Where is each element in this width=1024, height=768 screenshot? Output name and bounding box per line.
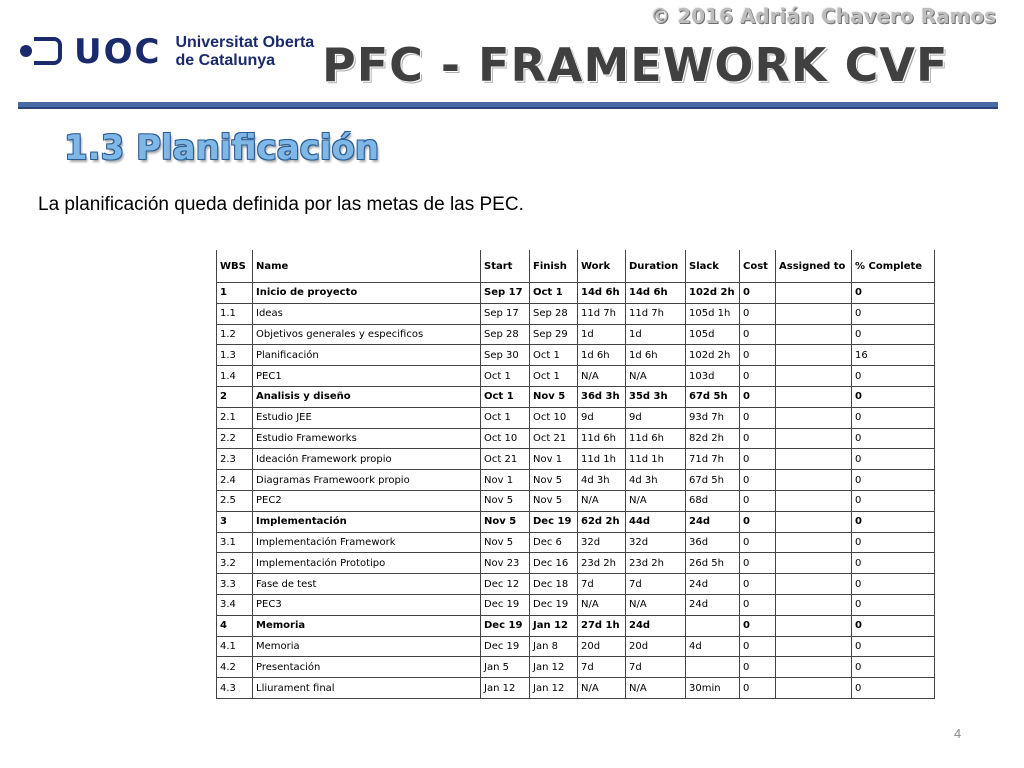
cell-complete: 0 xyxy=(852,324,935,345)
cell-assigned xyxy=(776,283,852,304)
column-header: Work xyxy=(578,250,626,283)
cell-start: Dec 19 xyxy=(481,636,530,657)
cell-complete: 0 xyxy=(852,470,935,491)
cell-name: Ideas xyxy=(253,303,481,324)
cell-complete: 0 xyxy=(852,511,935,532)
cell-finish: Dec 6 xyxy=(530,532,578,553)
cell-name: Planificación xyxy=(253,345,481,366)
cell-wbs: 3.1 xyxy=(217,532,253,553)
planning-table xyxy=(216,250,935,699)
cell-wbs: 3.4 xyxy=(217,594,253,615)
cell-complete: 16 xyxy=(852,345,935,366)
cell-work: N/A xyxy=(578,490,626,511)
cell-cost: 0 xyxy=(740,511,776,532)
cell-work: 32d xyxy=(578,532,626,553)
cell-wbs: 2.1 xyxy=(217,407,253,428)
cell-wbs: 4.1 xyxy=(217,636,253,657)
table-row xyxy=(217,324,935,345)
table-row xyxy=(217,428,935,449)
cell-assigned xyxy=(776,407,852,428)
cell-start: Nov 5 xyxy=(481,532,530,553)
cell-duration: 7d xyxy=(626,657,686,678)
cell-start: Nov 23 xyxy=(481,553,530,574)
cell-cost: 0 xyxy=(740,490,776,511)
cell-finish: Jan 8 xyxy=(530,636,578,657)
cell-wbs: 4.2 xyxy=(217,657,253,678)
cell-assigned xyxy=(776,324,852,345)
cell-wbs: 4.3 xyxy=(217,678,253,699)
table-row xyxy=(217,345,935,366)
table-row xyxy=(217,594,935,615)
cell-finish: Dec 19 xyxy=(530,511,578,532)
cell-complete: 0 xyxy=(852,449,935,470)
cell-duration: 1d 6h xyxy=(626,345,686,366)
cell-start: Sep 30 xyxy=(481,345,530,366)
cell-assigned xyxy=(776,470,852,491)
cell-duration: N/A xyxy=(626,594,686,615)
cell-duration: 9d xyxy=(626,407,686,428)
cell-start: Dec 12 xyxy=(481,574,530,595)
cell-name: Objetivos generales y especificos xyxy=(253,324,481,345)
cell-work: 14d 6h xyxy=(578,283,626,304)
cell-finish: Dec 19 xyxy=(530,594,578,615)
cell-assigned xyxy=(776,449,852,470)
cell-name: Presentación xyxy=(253,657,481,678)
cell-duration: 11d 1h xyxy=(626,449,686,470)
cell-finish: Jan 12 xyxy=(530,615,578,636)
cell-assigned xyxy=(776,511,852,532)
cell-start: Nov 5 xyxy=(481,490,530,511)
cell-name: Memoria xyxy=(253,636,481,657)
cell-start: Sep 17 xyxy=(481,283,530,304)
cell-wbs: 3.2 xyxy=(217,553,253,574)
table-row xyxy=(217,283,935,304)
cell-slack: 24d xyxy=(686,511,740,532)
cell-assigned xyxy=(776,490,852,511)
title-divider xyxy=(18,102,998,109)
cell-wbs: 1.2 xyxy=(217,324,253,345)
cell-duration: 23d 2h xyxy=(626,553,686,574)
cell-work: 11d 7h xyxy=(578,303,626,324)
cell-duration: 7d xyxy=(626,574,686,595)
cell-name: Estudio Frameworks xyxy=(253,428,481,449)
cell-name: Diagramas Framewoork propio xyxy=(253,470,481,491)
cell-complete: 0 xyxy=(852,615,935,636)
cell-assigned xyxy=(776,574,852,595)
cell-complete: 0 xyxy=(852,657,935,678)
cell-cost: 0 xyxy=(740,532,776,553)
cell-duration: N/A xyxy=(626,490,686,511)
uoc-logo xyxy=(20,30,314,74)
cell-name: Implementación Prototipo xyxy=(253,553,481,574)
cell-start: Dec 19 xyxy=(481,594,530,615)
cell-duration: 32d xyxy=(626,532,686,553)
table-row xyxy=(217,678,935,699)
cell-work: 27d 1h xyxy=(578,615,626,636)
table-row xyxy=(217,532,935,553)
cell-name: Estudio JEE xyxy=(253,407,481,428)
cell-work: 1d 6h xyxy=(578,345,626,366)
logo-name-line2: de Catalunya xyxy=(175,52,276,69)
cell-assigned xyxy=(776,366,852,387)
cell-assigned xyxy=(776,532,852,553)
cell-duration: N/A xyxy=(626,678,686,699)
cell-start: Oct 1 xyxy=(481,407,530,428)
cell-work: 1d xyxy=(578,324,626,345)
cell-slack: 103d xyxy=(686,366,740,387)
cell-name: Lliurament final xyxy=(253,678,481,699)
cell-start: Sep 28 xyxy=(481,324,530,345)
cell-slack: 93d 7h xyxy=(686,407,740,428)
cell-wbs: 2 xyxy=(217,386,253,407)
column-header: Duration xyxy=(626,250,686,283)
cell-slack xyxy=(686,657,740,678)
column-header: Finish xyxy=(530,250,578,283)
cell-duration: 20d xyxy=(626,636,686,657)
cell-complete: 0 xyxy=(852,490,935,511)
page-number: 4 xyxy=(954,726,962,741)
cell-finish: Oct 1 xyxy=(530,366,578,387)
cell-start: Nov 5 xyxy=(481,511,530,532)
cell-start: Jan 5 xyxy=(481,657,530,678)
cell-duration: 11d 7h xyxy=(626,303,686,324)
cell-work: 11d 1h xyxy=(578,449,626,470)
cell-work: N/A xyxy=(578,366,626,387)
cell-duration: N/A xyxy=(626,366,686,387)
cell-finish: Dec 16 xyxy=(530,553,578,574)
cell-start: Oct 1 xyxy=(481,386,530,407)
cell-start: Oct 10 xyxy=(481,428,530,449)
table-row xyxy=(217,490,935,511)
table-row xyxy=(217,636,935,657)
table-row xyxy=(217,449,935,470)
cell-duration: 1d xyxy=(626,324,686,345)
cell-work: 4d 3h xyxy=(578,470,626,491)
cell-finish: Oct 1 xyxy=(530,345,578,366)
cell-cost: 0 xyxy=(740,345,776,366)
cell-finish: Nov 1 xyxy=(530,449,578,470)
cell-duration: 44d xyxy=(626,511,686,532)
cell-work: 11d 6h xyxy=(578,428,626,449)
cell-work: 36d 3h xyxy=(578,386,626,407)
cell-wbs: 4 xyxy=(217,615,253,636)
cell-name: PEC1 xyxy=(253,366,481,387)
cell-wbs: 2.5 xyxy=(217,490,253,511)
logo-university-name xyxy=(175,34,314,70)
cell-slack: 82d 2h xyxy=(686,428,740,449)
cell-finish: Nov 5 xyxy=(530,490,578,511)
cell-name: Analisis y diseño xyxy=(253,386,481,407)
cell-cost: 0 xyxy=(740,615,776,636)
cell-slack: 71d 7h xyxy=(686,449,740,470)
cell-work: 62d 2h xyxy=(578,511,626,532)
cell-name: Ideación Framework propio xyxy=(253,449,481,470)
cell-slack: 24d xyxy=(686,594,740,615)
cell-complete: 0 xyxy=(852,532,935,553)
cell-slack: 4d xyxy=(686,636,740,657)
cell-cost: 0 xyxy=(740,303,776,324)
cell-start: Nov 1 xyxy=(481,470,530,491)
column-header: WBS xyxy=(217,250,253,283)
cell-complete: 0 xyxy=(852,303,935,324)
cell-wbs: 1.1 xyxy=(217,303,253,324)
cell-assigned xyxy=(776,657,852,678)
cell-wbs: 2.2 xyxy=(217,428,253,449)
cell-assigned xyxy=(776,386,852,407)
logo-acronym: UOC xyxy=(74,32,162,72)
table-row xyxy=(217,303,935,324)
cell-complete: 0 xyxy=(852,574,935,595)
cell-cost: 0 xyxy=(740,470,776,491)
table-row xyxy=(217,470,935,491)
cell-slack: 30min xyxy=(686,678,740,699)
cell-slack: 26d 5h xyxy=(686,553,740,574)
column-header: Start xyxy=(481,250,530,283)
table-row xyxy=(217,574,935,595)
cell-cost: 0 xyxy=(740,594,776,615)
cell-name: PEC2 xyxy=(253,490,481,511)
cell-assigned xyxy=(776,553,852,574)
cell-name: Implementación Framework xyxy=(253,532,481,553)
cell-assigned xyxy=(776,636,852,657)
cell-work: 9d xyxy=(578,407,626,428)
cell-cost: 0 xyxy=(740,636,776,657)
table-row xyxy=(217,366,935,387)
cell-finish: Jan 12 xyxy=(530,657,578,678)
cell-duration: 14d 6h xyxy=(626,283,686,304)
cell-cost: 0 xyxy=(740,657,776,678)
cell-slack: 102d 2h xyxy=(686,283,740,304)
cell-slack: 24d xyxy=(686,574,740,595)
cell-start: Dec 19 xyxy=(481,615,530,636)
cell-complete: 0 xyxy=(852,407,935,428)
cell-cost: 0 xyxy=(740,553,776,574)
cell-complete: 0 xyxy=(852,553,935,574)
cell-slack: 67d 5h xyxy=(686,386,740,407)
table-row xyxy=(217,615,935,636)
cell-work: N/A xyxy=(578,594,626,615)
cell-cost: 0 xyxy=(740,678,776,699)
cell-assigned xyxy=(776,345,852,366)
table-row xyxy=(217,407,935,428)
cell-work: 7d xyxy=(578,574,626,595)
cell-wbs: 3.3 xyxy=(217,574,253,595)
cell-cost: 0 xyxy=(740,428,776,449)
cell-name: Memoria xyxy=(253,615,481,636)
cell-slack: 36d xyxy=(686,532,740,553)
cell-finish: Sep 29 xyxy=(530,324,578,345)
cell-assigned xyxy=(776,428,852,449)
cell-wbs: 1 xyxy=(217,283,253,304)
section-title: 1.3 Planificación xyxy=(64,128,380,168)
cell-finish: Jan 12 xyxy=(530,678,578,699)
cell-finish: Nov 5 xyxy=(530,470,578,491)
cell-work: 7d xyxy=(578,657,626,678)
cell-cost: 0 xyxy=(740,407,776,428)
cell-duration: 11d 6h xyxy=(626,428,686,449)
slide-title: PFC - FRAMEWORK CVF xyxy=(322,38,949,92)
table-row xyxy=(217,553,935,574)
cell-start: Sep 17 xyxy=(481,303,530,324)
cell-wbs: 3 xyxy=(217,511,253,532)
cell-cost: 0 xyxy=(740,366,776,387)
cell-complete: 0 xyxy=(852,386,935,407)
table-header-row xyxy=(217,250,935,283)
cell-wbs: 1.4 xyxy=(217,366,253,387)
cell-slack: 105d xyxy=(686,324,740,345)
uoc-logo-icon xyxy=(20,37,64,67)
cell-cost: 0 xyxy=(740,283,776,304)
copyright-notice: © 2016 Adrián Chavero Ramos xyxy=(650,4,996,28)
cell-cost: 0 xyxy=(740,324,776,345)
cell-work: N/A xyxy=(578,678,626,699)
cell-assigned xyxy=(776,594,852,615)
cell-slack xyxy=(686,615,740,636)
cell-slack: 68d xyxy=(686,490,740,511)
cell-cost: 0 xyxy=(740,386,776,407)
cell-start: Jan 12 xyxy=(481,678,530,699)
cell-duration: 4d 3h xyxy=(626,470,686,491)
cell-complete: 0 xyxy=(852,636,935,657)
column-header: Slack xyxy=(686,250,740,283)
cell-slack: 67d 5h xyxy=(686,470,740,491)
cell-duration: 24d xyxy=(626,615,686,636)
cell-work: 23d 2h xyxy=(578,553,626,574)
cell-cost: 0 xyxy=(740,574,776,595)
cell-wbs: 1.3 xyxy=(217,345,253,366)
cell-finish: Dec 18 xyxy=(530,574,578,595)
column-header: Assigned to xyxy=(776,250,852,283)
cell-name: Fase de test xyxy=(253,574,481,595)
intro-text: La planificación queda definida por las metas de las PEC. xyxy=(38,194,524,215)
cell-assigned xyxy=(776,678,852,699)
table-row xyxy=(217,386,935,407)
cell-assigned xyxy=(776,615,852,636)
table-row xyxy=(217,511,935,532)
cell-cost: 0 xyxy=(740,449,776,470)
column-header: % Complete xyxy=(852,250,935,283)
cell-complete: 0 xyxy=(852,366,935,387)
cell-name: Inicio de proyecto xyxy=(253,283,481,304)
cell-start: Oct 21 xyxy=(481,449,530,470)
cell-start: Oct 1 xyxy=(481,366,530,387)
cell-name: PEC3 xyxy=(253,594,481,615)
table-body xyxy=(217,283,935,699)
cell-finish: Oct 10 xyxy=(530,407,578,428)
cell-finish: Oct 21 xyxy=(530,428,578,449)
cell-work: 20d xyxy=(578,636,626,657)
cell-complete: 0 xyxy=(852,678,935,699)
logo-name-line1: Universitat Oberta xyxy=(175,34,315,51)
cell-finish: Oct 1 xyxy=(530,283,578,304)
cell-slack: 105d 1h xyxy=(686,303,740,324)
cell-complete: 0 xyxy=(852,283,935,304)
table-row xyxy=(217,657,935,678)
cell-wbs: 2.4 xyxy=(217,470,253,491)
cell-finish: Sep 28 xyxy=(530,303,578,324)
cell-assigned xyxy=(776,303,852,324)
cell-name: Implementación xyxy=(253,511,481,532)
cell-duration: 35d 3h xyxy=(626,386,686,407)
column-header: Cost xyxy=(740,250,776,283)
cell-complete: 0 xyxy=(852,594,935,615)
cell-complete: 0 xyxy=(852,428,935,449)
planning-table-container xyxy=(216,250,936,705)
cell-wbs: 2.3 xyxy=(217,449,253,470)
cell-finish: Nov 5 xyxy=(530,386,578,407)
cell-slack: 102d 2h xyxy=(686,345,740,366)
column-header: Name xyxy=(253,250,481,283)
